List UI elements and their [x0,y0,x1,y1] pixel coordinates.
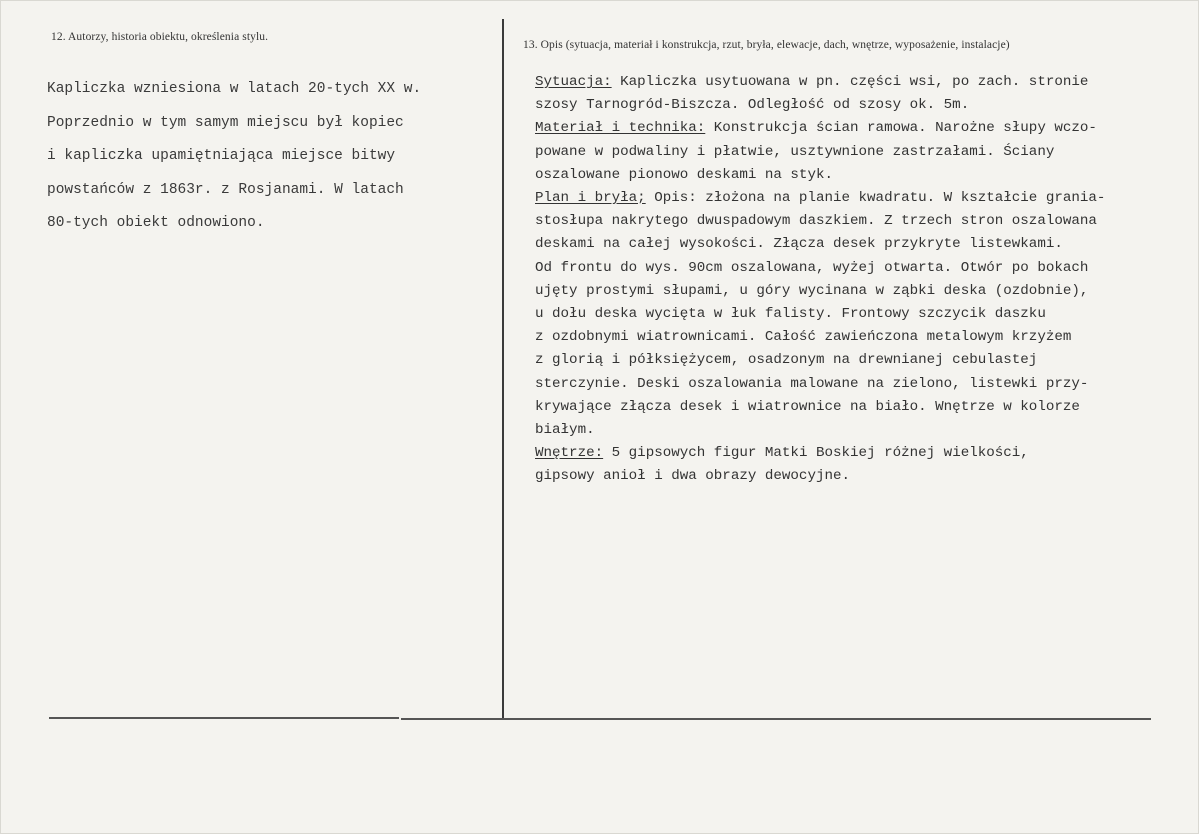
material-line: oszalowane pionowo deskami na styk. [535,166,833,183]
wnetrze-line: gipsowy anioł i dwa obrazy dewocyjne. [535,468,851,485]
bottom-rule-left [49,717,399,719]
history-line: Kapliczka wzniesiona w latach 20-tych XX w. [47,81,422,97]
sytuacja-line: szosy Tarnogród-Biszcza. Odległość od szosy ok. 5m. [535,97,970,114]
plan-line [535,187,1175,210]
section-13-header: 13. Opis (sytuacja, materiał i konstrukcja, rzut, bryła, elewacje, dach, wnętrze, wyposażenie, instalacje) [523,39,1010,51]
material-line [535,117,1175,140]
plan-label: Plan i bryła; [535,190,646,207]
plan-text: Opis: złożona na planie kwadratu. W kształcie grania- [645,190,1106,207]
history-text [47,73,487,241]
sytuacja-label: Sytuacja: [535,74,612,90]
material-label: Materiał i technika: [535,120,706,137]
wnetrze-label: Wnętrze: [535,445,604,462]
material-text: Konstrukcja ścian ramowa. Narożne słupy wczo- [705,120,1097,137]
description-text [535,71,1175,489]
wnetrze-text: 5 gipsowych figur Matki Boskiej różnej wielkości, [603,445,1029,462]
plan-line: stosłupa nakrytego dwuspadowym daszkiem. Z trzech stron oszalowana [535,213,1097,230]
plan-line: Od frontu do wys. 90cm oszalowana, wyżej otwarta. Otwór po bokach [535,259,1089,276]
sytuacja-line [535,71,1175,94]
history-line: i kapliczka upamiętniająca miejsce bitwy [47,148,396,164]
material-line: powane w podwaliny i płatwie, usztywnione zastrzałami. Ściany [535,143,1055,160]
plan-line: krywające złącza desek i wiatrownice na biało. Wnętrze w kolorze [535,398,1080,415]
plan-line: białym. [535,422,595,439]
plan-line: z ozdobnymi wiatrownicami. Całość zawieńczona metalowym krzyżem [535,329,1072,346]
plan-line: sterczynie. Deski oszalowania malowane na zielono, listewki przy- [535,375,1089,392]
column-divider [502,19,504,719]
history-line: Poprzednio w tym samym miejscu był kopiec [47,114,404,131]
plan-line: u dołu deska wycięta w łuk falisty. Frontowy szczycik daszku [535,306,1046,323]
history-line: 80-tych obiekt odnowiono. [47,215,265,231]
wnetrze-line [535,442,1175,465]
sytuacja-text: Kapliczka usytuowana w pn. części wsi, po zach. stronie [611,74,1089,90]
plan-line: ujęty prostymi słupami, u góry wycinana w ząbki deska (ozdobnie), [535,282,1089,299]
plan-line: z glorią i półksiężycem, osadzonym na drewnianej cebulastej [535,352,1038,369]
plan-line: deskami na całej wysokości. Złącza desek przykryte listewkami. [535,236,1063,253]
section-12-header: 12. Autorzy, historia obiektu, określenia stylu. [51,31,269,43]
history-line: powstańców z 1863r. z Rosjanami. W latach [47,181,404,198]
bottom-rule-right [401,718,1151,720]
